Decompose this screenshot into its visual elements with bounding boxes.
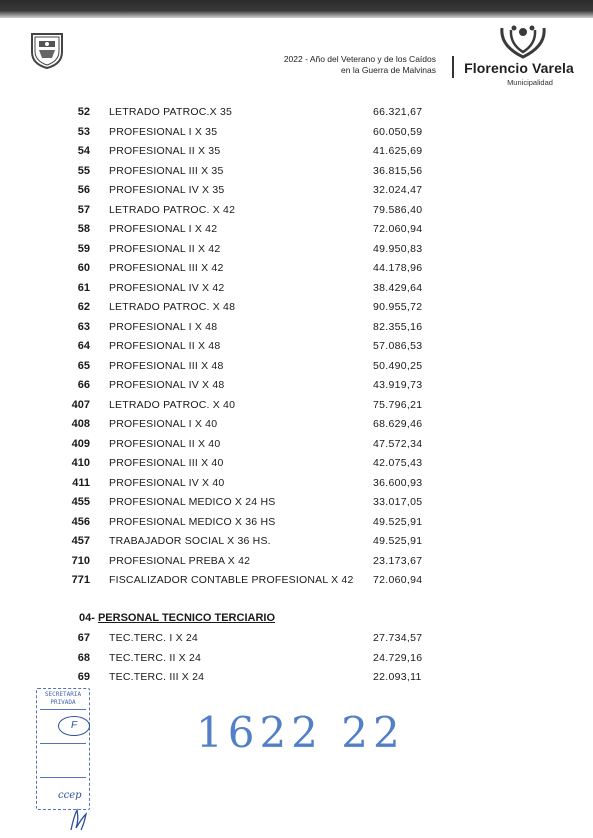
- row-description: TEC.TERC. I X 24: [109, 632, 198, 644]
- table-row: [0, 340, 593, 359]
- table-row: [0, 360, 593, 379]
- row-amount: 42.075,43: [373, 457, 423, 469]
- row-description: PROFESIONAL I X 40: [109, 418, 218, 430]
- row-amount: 60.050,59: [373, 126, 423, 138]
- table-row: [0, 516, 593, 535]
- table-row: [0, 379, 593, 398]
- row-description: PROFESIONAL III X 42: [109, 262, 224, 274]
- row-code: 710: [71, 555, 90, 567]
- slogan-line-2: en la Guerra de Malvinas: [341, 65, 436, 75]
- table-row: [0, 671, 593, 690]
- row-code: 457: [71, 535, 90, 547]
- table-row: [0, 243, 593, 262]
- row-code: 409: [71, 438, 90, 450]
- table-row: [0, 555, 593, 574]
- stamp-handwriting: ccep: [58, 790, 82, 801]
- row-code: 54: [77, 145, 90, 157]
- row-code: 66: [77, 379, 90, 391]
- table-row: [0, 301, 593, 320]
- row-code: 55: [77, 165, 90, 177]
- row-amount: 33.017,05: [373, 496, 423, 508]
- row-amount: 38.429,64: [373, 282, 423, 294]
- table-row: [0, 535, 593, 554]
- row-amount: 22.093,11: [373, 671, 422, 683]
- section-heading: [79, 612, 275, 624]
- section-number: 04-: [79, 612, 95, 624]
- table-row: [0, 126, 593, 145]
- row-code: 61: [77, 282, 90, 294]
- scan-top-border: [0, 0, 593, 18]
- stamp-rule: [40, 777, 86, 778]
- row-amount: 49.525,91: [373, 535, 423, 547]
- row-code: 53: [77, 126, 90, 138]
- slogan-line-1: 2022 - Año del Veterano y de los Caídos: [283, 54, 436, 64]
- row-description: TEC.TERC. II X 24: [109, 652, 202, 664]
- table-row: [0, 574, 593, 593]
- section-title: PERSONAL TECNICO TERCIARIO: [97, 612, 275, 624]
- row-amount: 79.586,40: [373, 204, 423, 216]
- row-amount: 90.955,72: [373, 301, 423, 313]
- row-code: 455: [71, 496, 90, 508]
- row-amount: 47.572,34: [373, 438, 423, 450]
- florencio-varela-logo-icon: [496, 24, 550, 60]
- row-code: 67: [77, 632, 90, 644]
- row-code: 408: [71, 418, 90, 430]
- table-row: [0, 477, 593, 496]
- stamp-line-1: SECRETARIA: [44, 691, 82, 698]
- row-amount: 44.178,96: [373, 262, 423, 274]
- row-description: PROFESIONAL MEDICO X 24 HS: [109, 496, 276, 508]
- table-row: [0, 399, 593, 418]
- row-amount: 66.321,67: [373, 106, 423, 118]
- row-amount: 75.796,21: [373, 399, 423, 411]
- row-code: 56: [77, 184, 90, 196]
- row-code: 68: [77, 652, 90, 664]
- row-description: PROFESIONAL II X 48: [109, 340, 221, 352]
- row-amount: 41.625,69: [373, 145, 423, 157]
- row-code: 456: [71, 516, 90, 528]
- table-row: [0, 106, 593, 125]
- municipal-crest-icon: [30, 30, 64, 70]
- row-amount: 72.060,94: [373, 574, 423, 586]
- row-description: PROFESIONAL I X 35: [109, 126, 218, 138]
- header-divider: [452, 56, 454, 78]
- row-amount: 23.173,67: [373, 555, 423, 567]
- row-amount: 36.815,56: [373, 165, 423, 177]
- stamp-line-2: PRIVADA: [50, 699, 76, 706]
- row-description: PROFESIONAL IV X 40: [109, 477, 225, 489]
- row-amount: 50.490,25: [373, 360, 423, 372]
- row-code: 64: [77, 340, 90, 352]
- table-row: [0, 262, 593, 281]
- logo-subtitle: Municipalidad: [507, 78, 553, 87]
- row-description: PROFESIONAL IV X 35: [109, 184, 225, 196]
- row-amount: 57.086,53: [373, 340, 423, 352]
- row-description: PROFESIONAL III X 40: [109, 457, 224, 469]
- row-description: PROFESIONAL III X 35: [109, 165, 224, 177]
- row-description: PROFESIONAL II X 40: [109, 438, 221, 450]
- table-row: [0, 438, 593, 457]
- row-description: LETRADO PATROC. X 40: [109, 399, 236, 411]
- row-amount: 49.525,91: [373, 516, 423, 528]
- table-row: [0, 184, 593, 203]
- row-amount: 32.024,47: [373, 184, 423, 196]
- row-amount: 72.060,94: [373, 223, 423, 235]
- table-row: [0, 652, 593, 671]
- row-description: LETRADO PATROC.X 35: [109, 106, 233, 118]
- table-row: [0, 321, 593, 340]
- row-code: 65: [77, 360, 90, 372]
- row-code: 58: [77, 223, 90, 235]
- row-description: PROFESIONAL MEDICO X 36 HS: [109, 516, 276, 528]
- row-amount: 49.950,83: [373, 243, 423, 255]
- table-row: [0, 632, 593, 651]
- row-code: 52: [77, 106, 90, 118]
- row-code: 410: [71, 457, 90, 469]
- stamp-rule: [40, 709, 86, 710]
- row-code: 411: [72, 477, 90, 489]
- signature-icon: [68, 806, 90, 832]
- folio-number-stamp: 1622 22: [196, 708, 405, 757]
- table-row: [0, 457, 593, 476]
- row-description: PROFESIONAL IV X 42: [109, 282, 225, 294]
- row-description: PROFESIONAL I X 42: [109, 223, 218, 235]
- row-code: 63: [77, 321, 90, 333]
- logo-name: Florencio Varela: [464, 60, 574, 76]
- row-amount: 36.600,93: [373, 477, 423, 489]
- row-description: PROFESIONAL I X 48: [109, 321, 218, 333]
- row-code: 57: [77, 204, 90, 216]
- row-amount: 82.355,16: [373, 321, 423, 333]
- row-description: PROFESIONAL IV X 48: [109, 379, 225, 391]
- header-slogan: [200, 54, 436, 76]
- row-code: 60: [77, 262, 90, 274]
- table-row: [0, 204, 593, 223]
- row-description: LETRADO PATROC. X 42: [109, 204, 236, 216]
- row-code: 771: [71, 574, 90, 586]
- row-code: 407: [71, 399, 90, 411]
- row-amount: 43.919,73: [373, 379, 423, 391]
- row-code: 59: [77, 243, 90, 255]
- table-row: [0, 145, 593, 164]
- row-amount: 68.629,46: [373, 418, 423, 430]
- row-description: TEC.TERC. III X 24: [109, 671, 205, 683]
- row-description: FISCALIZADOR CONTABLE PROFESIONAL X 42: [109, 574, 354, 586]
- table-row: [0, 496, 593, 515]
- row-description: TRABAJADOR SOCIAL X 36 HS.: [109, 535, 271, 547]
- table-row: [0, 165, 593, 184]
- stamp-initial: F: [58, 716, 90, 736]
- row-description: LETRADO PATROC. X 48: [109, 301, 236, 313]
- table-row: [0, 418, 593, 437]
- row-code: 69: [77, 671, 90, 683]
- row-amount: 27.734,57: [373, 632, 423, 644]
- row-description: PROFESIONAL II X 42: [109, 243, 221, 255]
- table-row: [0, 282, 593, 301]
- row-description: PROFESIONAL II X 35: [109, 145, 221, 157]
- stamp-rule: [40, 743, 86, 744]
- row-description: PROFESIONAL PREBA X 42: [109, 555, 251, 567]
- row-code: 62: [77, 301, 90, 313]
- row-amount: 24.729,16: [373, 652, 423, 664]
- table-row: [0, 223, 593, 242]
- row-description: PROFESIONAL III X 48: [109, 360, 224, 372]
